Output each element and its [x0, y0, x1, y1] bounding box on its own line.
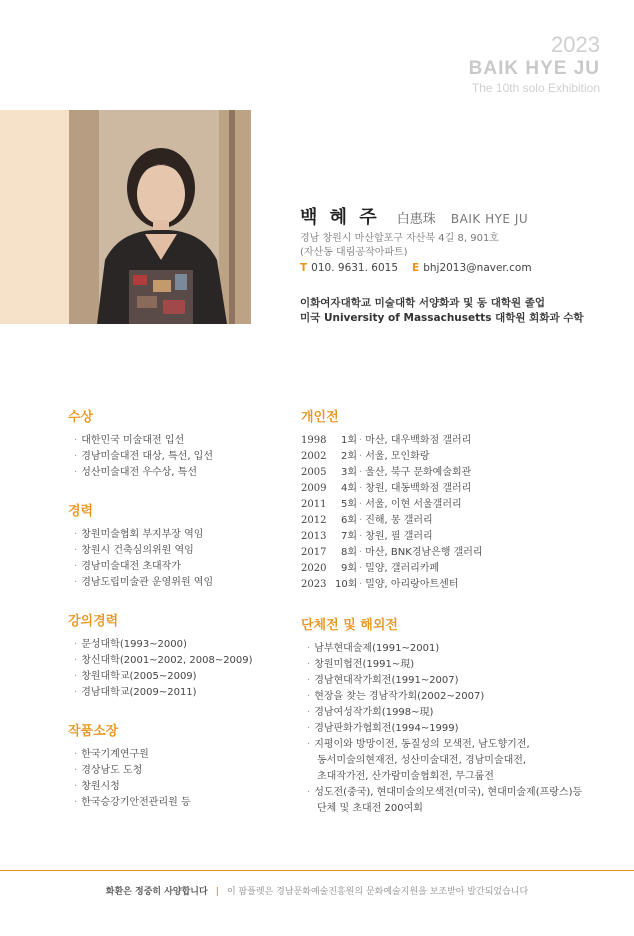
list-item: · 한국기계연구원 — [74, 749, 149, 760]
collections-title: 작품소장 — [68, 724, 119, 739]
group-exhibitions-title: 단체전 및 해외전 — [301, 618, 398, 633]
footer-notice: 화환은 정중히 사양합니다 — [105, 887, 208, 897]
teaching-title: 강의경력 — [68, 614, 119, 629]
address-line-1: 경남 창원시 마산합포구 자산북 4길 8, 901호 — [300, 233, 499, 244]
tel-number: 010. 9631. 6015 — [311, 262, 399, 274]
list-item: · 문성대학(1993~2000) — [74, 639, 187, 650]
list-item: · 남부현대술제(1991~2001) — [307, 643, 440, 654]
list-item: · 창원대학교(2005~2009) — [74, 671, 197, 682]
list-item: · 창원시 건축심의위원 역임 — [74, 545, 194, 556]
artist-hanja-name: 白惠珠 — [396, 212, 436, 227]
list-item: · 지평이와 방망이전, 동질성의 모색전, 남도향기전, 동서미술의현재전, 성산미술대전, 경남미술대전, 초대작가전, 산가람미술협회전, 무그룹전 — [307, 739, 530, 782]
address-line-2: (자산동 대림공작아파트) — [300, 247, 408, 258]
collections-list — [68, 747, 191, 811]
education-line: 미국 University of Massachusetts 대학원 회화과 수학 — [300, 312, 584, 324]
list-item: · 대한민국 미술대전 입선 — [74, 435, 185, 446]
list-item: · 경남현대작가회전(1991~2007) — [307, 675, 459, 686]
list-item: · 창원시청 — [74, 781, 120, 792]
career-list — [68, 527, 213, 591]
artist-portrait — [69, 110, 251, 324]
artist-english-name: BAIK HYE JU — [450, 212, 529, 226]
portrait-illustration — [69, 110, 251, 324]
list-item: · 경남미술대전 대상, 특선, 입선 — [74, 451, 214, 462]
list-item: 2005 3회 · 울산, 북구 문화예술회관 — [301, 467, 472, 478]
artist-contact — [300, 262, 532, 274]
collections-section — [68, 720, 191, 811]
career-title: 경력 — [68, 504, 94, 519]
exhibition-header — [469, 32, 600, 96]
footer — [0, 884, 634, 897]
solo-exhibitions-section — [301, 406, 483, 593]
artist-address — [300, 232, 499, 260]
list-item: · 창신대학(2001~2002, 2008~2009) — [74, 655, 253, 666]
awards-section — [68, 406, 213, 481]
tel-label: T — [300, 262, 308, 274]
list-item: · 경남판화가협회전(1994~1999) — [307, 723, 459, 734]
list-item: · 한국승강기안전관리원 등 — [74, 797, 191, 808]
exhibition-year: 2023 — [551, 32, 600, 57]
list-item: 2020 9회 · 밀양, 갤러리카페 — [301, 563, 440, 574]
artist-korean-name: 백 혜 주 — [300, 207, 380, 228]
list-item: 2013 7회 · 창원, 필 갤러리 — [301, 531, 433, 542]
list-item: · 경남미술대전 초대작가 — [74, 561, 181, 572]
list-item: · 경남대학교(2009~2011) — [74, 687, 197, 698]
list-item: 2012 6회 · 진해, 몽 갤러리 — [301, 515, 433, 526]
education — [300, 296, 584, 326]
list-item: 1998 1회 · 마산, 대우백화점 갤러리 — [301, 435, 472, 446]
artist-profile-heading — [300, 203, 528, 229]
list-item: · 경남여성작가회(1998~現) — [307, 707, 434, 718]
list-item: 2002 2회 · 서울, 모인화랑 — [301, 451, 430, 462]
footer-divider — [0, 870, 634, 871]
list-item: · 현장을 찾는 경남작가회(2002~2007) — [307, 691, 485, 702]
list-item: 2023 10회 · 밀양, 아리랑아트센터 — [301, 579, 459, 590]
list-item: · 성산미술대전 우수상, 특선 — [74, 467, 197, 478]
list-item: · 창원미협전(1991~現) — [307, 659, 415, 670]
email-address: bhj2013@naver.com — [423, 262, 532, 274]
list-item: 2017 8회 · 마산, BNK경남은행 갤러리 — [301, 547, 483, 558]
footer-separator: | — [215, 887, 219, 897]
list-item: · 경남도립미술관 운영위원 역임 — [74, 577, 214, 588]
artist-name-header: BAIK HYE JU — [468, 58, 600, 79]
list-item: · 창원미술협회 부지부장 역임 — [74, 529, 204, 540]
list-item: · 경상남도 도청 — [74, 765, 143, 776]
awards-list — [68, 433, 213, 481]
group-exhibitions-section — [301, 614, 582, 817]
teaching-section — [68, 610, 253, 701]
teaching-list — [68, 637, 253, 701]
awards-title: 수상 — [68, 410, 94, 425]
career-section — [68, 500, 213, 591]
list-item: · 성도전(중국), 현대미술의모색전(미국), 현대미술제(프랑스)등 단체 및 초대전 200여회 — [307, 787, 583, 814]
solo-exhibitions-list — [301, 433, 483, 593]
solo-exhibitions-title: 개인전 — [301, 410, 339, 425]
email-label: E — [412, 262, 420, 274]
education-line: 이화여자대학교 미술대학 서양화과 및 동 대학원 졸업 — [300, 297, 546, 309]
list-item: 2011 5회 · 서울, 이현 서울갤러리 — [301, 499, 462, 510]
footer-funding-note: 이 팜플렛은 경남문화예술진흥원의 문화예술지원을 보조받아 발간되었습니다 — [226, 887, 529, 897]
group-exhibitions-list — [301, 641, 582, 817]
exhibition-subtitle: The 10th solo Exhibition — [471, 81, 600, 95]
list-item: 2009 4회 · 창원, 대동백화점 갤러리 — [301, 483, 472, 494]
